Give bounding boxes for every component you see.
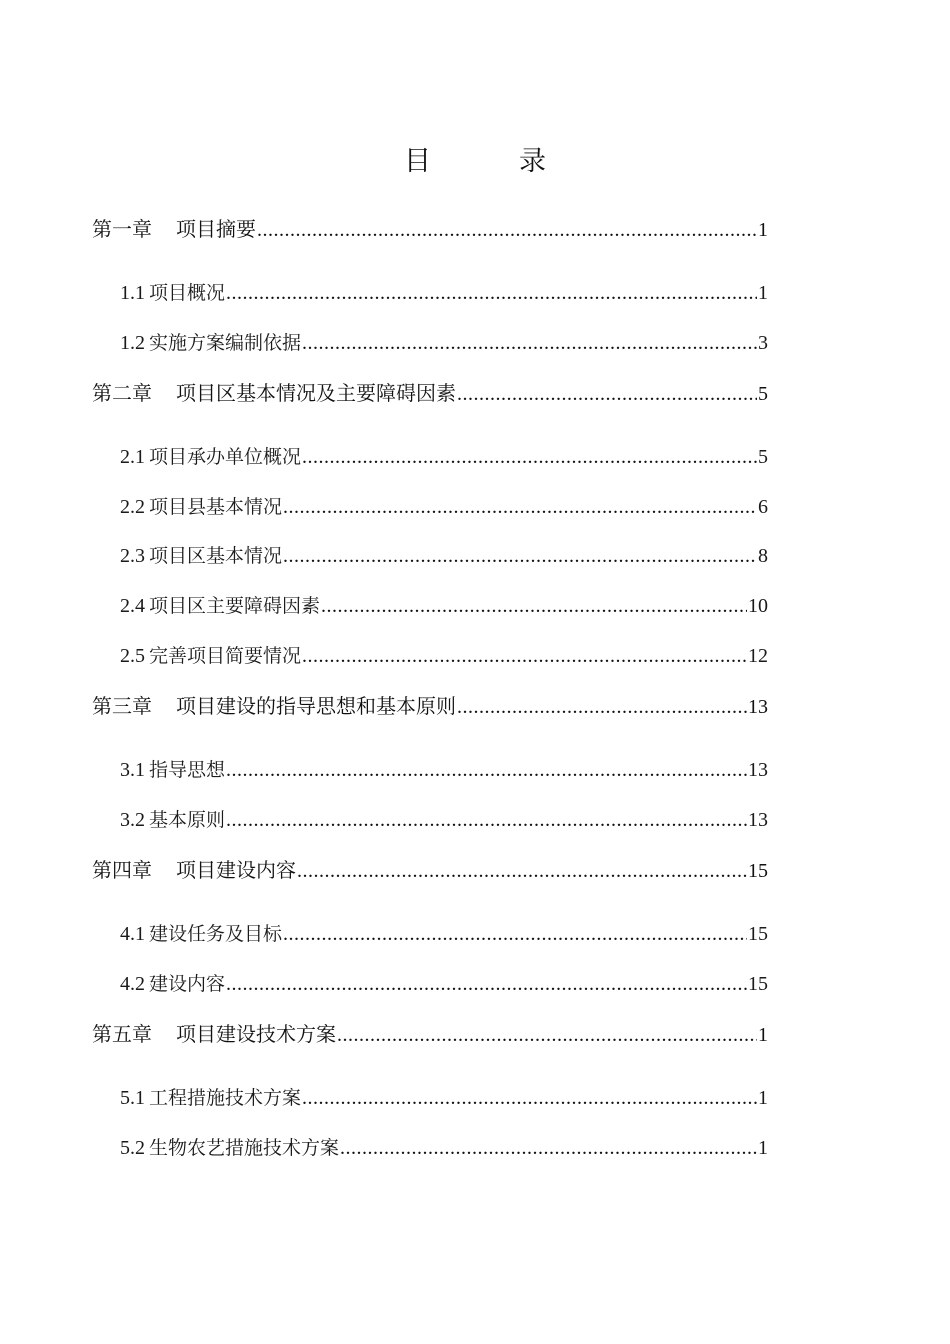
section-number: 2.4 <box>120 595 145 617</box>
dot-leader <box>302 442 757 472</box>
section-title: 建设内容 <box>149 973 226 995</box>
dot-leader <box>297 856 747 885</box>
page-number: 12 <box>748 645 768 667</box>
section-number: 4.1 <box>120 923 145 945</box>
dot-leader <box>226 969 747 999</box>
section-title: 指导思想 <box>149 759 226 781</box>
toc-section-1-2[interactable] <box>0 328 950 358</box>
toc-section-2-1[interactable] <box>0 442 950 472</box>
dot-leader <box>457 379 757 408</box>
dot-leader <box>283 919 747 949</box>
section-title: 项目县基本情况 <box>149 496 283 518</box>
toc-section-3-2[interactable] <box>0 805 950 835</box>
section-number: 4.2 <box>120 973 145 995</box>
dot-leader <box>283 492 757 522</box>
section-number: 1.1 <box>120 282 145 304</box>
dot-leader <box>283 541 757 571</box>
toc-chapter-2[interactable] <box>0 378 950 408</box>
section-title: 基本原则 <box>149 809 226 831</box>
toc-chapter-1[interactable] <box>0 214 950 244</box>
page-number: 15 <box>748 860 768 882</box>
page-number: 6 <box>758 496 768 518</box>
dot-leader <box>302 1083 757 1113</box>
section-number: 2.5 <box>120 645 145 667</box>
chapter-number: 第五章 <box>92 1022 152 1046</box>
section-title: 工程措施技术方案 <box>149 1087 302 1109</box>
page-number: 8 <box>758 545 768 567</box>
section-number: 2.2 <box>120 496 145 518</box>
section-title: 项目概况 <box>149 282 226 304</box>
toc-section-4-1[interactable] <box>0 919 950 949</box>
toc-section-4-2[interactable] <box>0 969 950 999</box>
dot-leader <box>302 641 747 671</box>
toc-section-3-1[interactable] <box>0 755 950 785</box>
chapter-number: 第二章 <box>92 381 152 405</box>
section-title: 项目区主要障碍因素 <box>149 595 321 617</box>
page-number: 13 <box>748 809 768 831</box>
toc-section-2-2[interactable] <box>0 492 950 522</box>
chapter-title: 项目建设的指导思想和基本原则 <box>176 694 456 718</box>
toc-section-1-1[interactable] <box>0 278 950 308</box>
section-number: 5.1 <box>120 1087 145 1109</box>
chapter-title: 项目区基本情况及主要障碍因素 <box>176 381 456 405</box>
chapter-title: 项目建设内容 <box>176 858 296 882</box>
dot-leader <box>226 278 757 308</box>
chapter-number: 第一章 <box>92 217 152 241</box>
chapter-number: 第三章 <box>92 694 152 718</box>
toc-chapter-4[interactable] <box>0 855 950 885</box>
page-number: 1 <box>758 1137 768 1159</box>
page-number: 13 <box>748 696 768 718</box>
toc-chapter-3[interactable] <box>0 691 950 721</box>
toc-title <box>0 142 950 182</box>
section-title: 项目区基本情况 <box>149 545 283 567</box>
page-number: 5 <box>758 446 768 468</box>
section-title: 实施方案编制依据 <box>149 332 302 354</box>
page-number: 1 <box>758 1087 768 1109</box>
page-number: 13 <box>748 759 768 781</box>
dot-leader <box>321 591 747 621</box>
section-number: 5.2 <box>120 1137 145 1159</box>
toc-title-char-2: 录 <box>519 146 546 177</box>
toc-chapter-5[interactable] <box>0 1019 950 1049</box>
dot-leader <box>226 805 747 835</box>
toc-section-2-3[interactable] <box>0 541 950 571</box>
chapter-title: 项目建设技术方案 <box>176 1022 336 1046</box>
page-number: 1 <box>758 219 768 241</box>
section-number: 3.1 <box>120 759 145 781</box>
section-title: 生物农艺措施技术方案 <box>149 1137 340 1159</box>
dot-leader <box>340 1133 757 1163</box>
page-number: 10 <box>748 595 768 617</box>
chapter-title: 项目摘要 <box>176 217 256 241</box>
section-number: 1.2 <box>120 332 145 354</box>
page-number: 5 <box>758 383 768 405</box>
toc-section-5-1[interactable] <box>0 1083 950 1113</box>
dot-leader <box>302 328 757 358</box>
page-number: 15 <box>748 923 768 945</box>
section-number: 3.2 <box>120 809 145 831</box>
toc-section-2-5[interactable] <box>0 641 950 671</box>
section-title: 完善项目简要情况 <box>149 645 302 667</box>
section-number: 2.3 <box>120 545 145 567</box>
dot-leader <box>226 755 747 785</box>
section-title: 项目承办单位概况 <box>149 446 302 468</box>
toc-section-5-2[interactable] <box>0 1133 950 1163</box>
chapter-number: 第四章 <box>92 858 152 882</box>
toc-section-2-4[interactable] <box>0 591 950 621</box>
page-number: 3 <box>758 332 768 354</box>
page-number: 1 <box>758 282 768 304</box>
section-number: 2.1 <box>120 446 145 468</box>
dot-leader <box>457 692 747 721</box>
dot-leader <box>337 1020 757 1049</box>
dot-leader <box>257 215 757 244</box>
page-number: 1 <box>758 1024 768 1046</box>
toc-title-char-1: 目 <box>404 146 431 177</box>
page-number: 15 <box>748 973 768 995</box>
section-title: 建设任务及目标 <box>149 923 283 945</box>
